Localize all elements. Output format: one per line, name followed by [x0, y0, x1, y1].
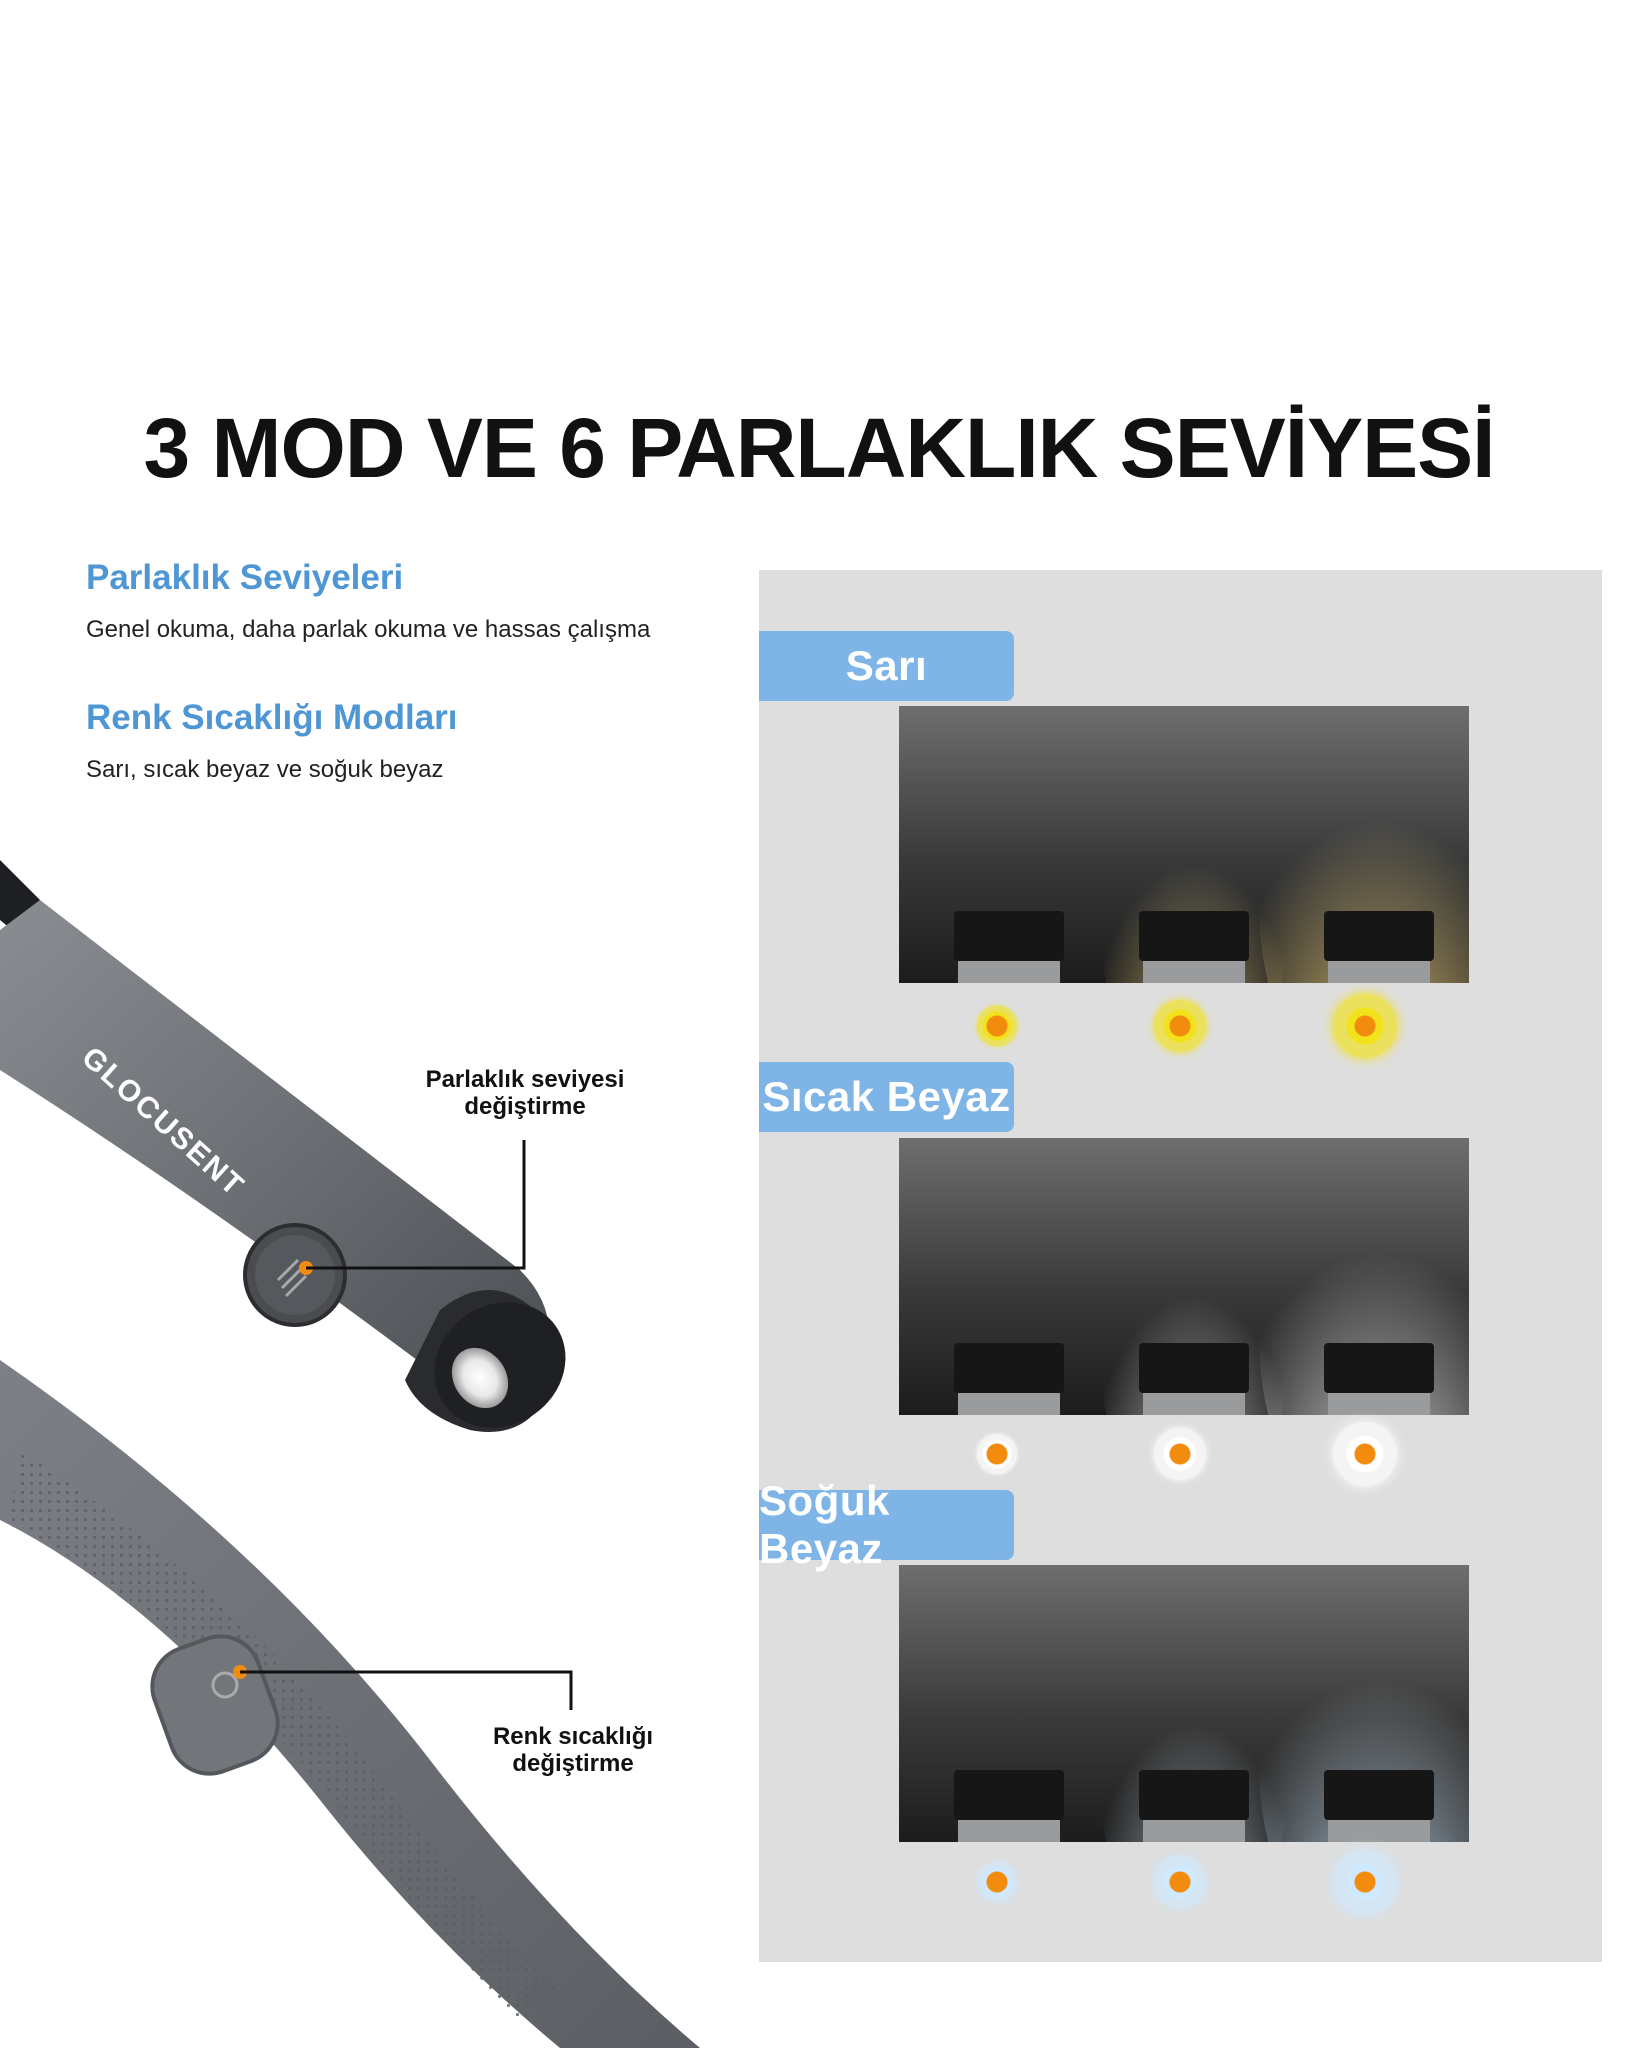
lamp-body: [1328, 1820, 1430, 1842]
callout-color-temp: [448, 1723, 698, 1777]
brightness-indicator: [977, 1006, 1017, 1046]
mode-label-0: Sarı: [759, 631, 1014, 701]
lamp-head: [1324, 911, 1434, 961]
lamp-body: [1328, 1393, 1430, 1415]
neck-band: [0, 1360, 700, 2048]
lamp-head: [954, 1770, 1064, 1820]
brightness-indicator: [1154, 1856, 1206, 1908]
lamp-head: [1324, 1343, 1434, 1393]
mode-photo-1: [899, 1138, 1469, 1415]
brand-logo: GLOCUSENT: [75, 1040, 251, 1204]
feature-desc-brightness: Genel okuma, daha parlak okuma ve hassas çalışma: [86, 616, 651, 643]
lamp-body: [958, 961, 1060, 983]
brightness-indicator: [1333, 1422, 1397, 1486]
callout-brightness: [400, 1066, 650, 1120]
callout-brightness-line1: Parlaklık seviyesi: [425, 1066, 625, 1093]
feature-heading-color-temp: Renk Sıcaklığı Modları: [86, 698, 458, 737]
brightness-indicator: [1154, 1000, 1206, 1052]
lamp-body: [958, 1820, 1060, 1842]
callout-color-temp-line2: değiştirme: [512, 1750, 634, 1777]
brightness-indicator: [977, 1862, 1017, 1902]
lamp-head: [1139, 911, 1249, 961]
feature-heading-brightness: Parlaklık Seviyeleri: [86, 558, 404, 597]
mode-photo-2: [899, 1565, 1469, 1842]
lamp-body: [1328, 961, 1430, 983]
brightness-indicator: [1333, 1850, 1397, 1914]
callout-color-temp-line1: Renk sıcaklığı: [492, 1723, 654, 1750]
mode-label-1: Sıcak Beyaz: [759, 1062, 1014, 1132]
neck-light-product-image: [0, 840, 720, 2048]
feature-desc-color-temp: Sarı, sıcak beyaz ve soğuk beyaz: [86, 756, 444, 783]
lamp-body: [958, 1393, 1060, 1415]
mode-photo-0: [899, 706, 1469, 983]
brightness-indicator: [1154, 1428, 1206, 1480]
brightness-indicator: [977, 1434, 1017, 1474]
brightness-indicator: [1333, 994, 1397, 1058]
lamp-body: [1143, 1820, 1245, 1842]
callout-brightness-line2: değiştirme: [464, 1093, 586, 1120]
lamp-body: [1143, 961, 1245, 983]
lamp-head: [1139, 1343, 1249, 1393]
lamp-body: [1143, 1393, 1245, 1415]
mode-label-2: Soğuk Beyaz: [759, 1490, 1014, 1560]
lamp-head: [954, 1343, 1064, 1393]
lamp-head: [1324, 1770, 1434, 1820]
lamp-head: [1139, 1770, 1249, 1820]
page-title: 3 MOD VE 6 PARLAKLIK SEVİYESİ: [143, 401, 1495, 495]
lamp-head: [954, 911, 1064, 961]
